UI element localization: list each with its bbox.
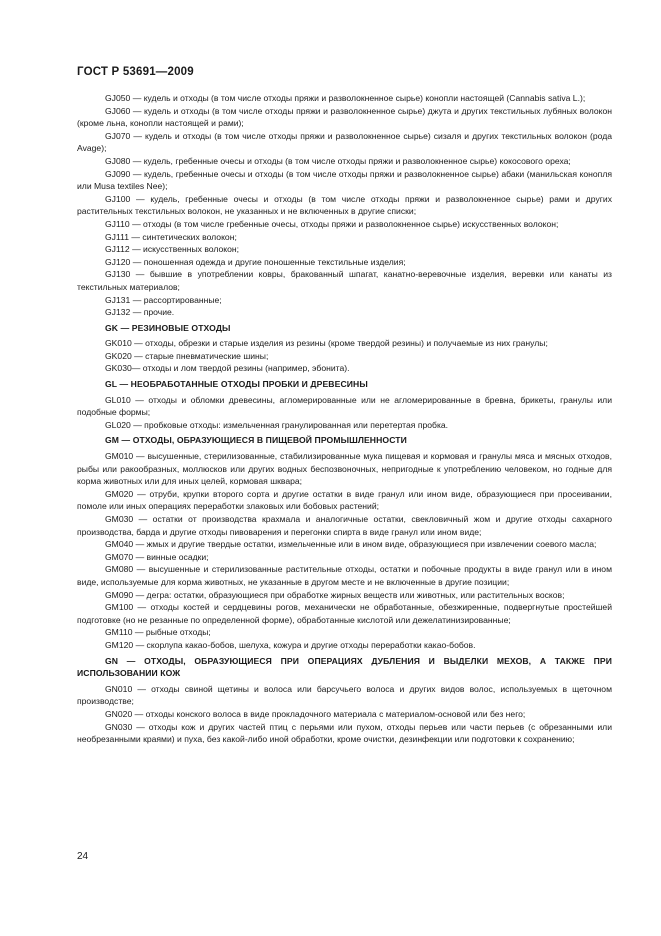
list-item: GJ131 — рассортированные;: [105, 294, 222, 305]
section-heading: GK — РЕЗИНОВЫЕ ОТХОДЫ: [105, 322, 231, 333]
list-item: GM070 — винные осадки;: [105, 551, 209, 562]
section-heading: GL — НЕОБРАБОТАННЫЕ ОТХОДЫ ПРОБКИ И ДРЕВЕСИНЫ: [105, 379, 368, 390]
list-item: GJ060 — кудель и отходы (в том числе отходы пряжи и разволокненное сырье) джута и других текстильных лубяных волокон (кроме льна, конопли настоящей и рами);: [77, 105, 612, 129]
list-item: GJ050 — кудель и отходы (в том числе отходы пряжи и разволокненное сырье) конопли настоящей (Cannabis sativa L.);: [105, 93, 586, 103]
list-item: GN030 — отходы кож и других частей птиц с перьями или пухом, отходы перьев или части перьев (с обрезанными или необрезанными краями) и пуха, без какой-либо иной обработки, кроме очистки, дезинфекции или подготовки к сохранению;: [77, 721, 612, 745]
list-item: GK030— отходы и лом твердой резины (например, эбонита).: [105, 363, 350, 374]
list-item: GN010 — отходы свиной щетины и волоса или барсучьего волоса и других видов волос, используемых в щеточном производстве;: [77, 683, 612, 707]
list-item: GM110 — рыбные отходы;: [105, 627, 211, 638]
document-header: ГОСТ Р 53691—2009: [77, 66, 194, 78]
list-item: GJ080 — кудель, гребенные очесы и отходы (в том числе отходы пряжи и разволокненное сырье) кокосового ореха;: [105, 155, 571, 166]
list-item: GM100 — отходы костей и сердцевины рогов, механически не обработанные, обезжиренные, подвергнутые простейшей подготовке (но не резанные по определенной форме), обработанные кислотой или дежелатинизированные;: [77, 602, 612, 625]
list-item: GK010 — отходы, обрезки и старые изделия из резины (кроме твердой резины) и получаемые из них гранулы;: [105, 338, 548, 349]
section-heading: GM — ОТХОДЫ, ОБРАЗУЮЩИЕСЯ В ПИЩЕВОЙ ПРОМЫШЛЕННОСТИ: [105, 435, 407, 446]
list-item: GJ130 — бывшие в употреблении ковры, бракованный шпагат, канатно-веревочные изделия, веревки или канаты из текстильных материалов;: [77, 269, 612, 292]
list-item: GJ111 — синтетических волокон;: [105, 231, 237, 242]
list-item: GK020 — старые пневматические шины;: [105, 350, 269, 361]
list-item: GM090 — дегра: остатки, образующиеся при обработке жирных веществ или животных, или растительных восков;: [105, 589, 565, 600]
list-item: GM040 — жмых и другие твердые остатки, измельченные или в ином виде, образующиеся при извлечении соевого масла;: [105, 539, 597, 550]
list-item: GL010 — отходы и обломки древесины, агломерированные или не агломерированные в бревна, брикеты, гранулы или подобные формы;: [77, 394, 612, 418]
list-item: GJ110 — отходы (в том числе гребенные очесы, отходы пряжи и разволокненное сырье) искусственных волокон;: [105, 218, 559, 229]
list-item: GJ120 — поношенная одежда и другие поношенные текстильные изделия;: [105, 256, 406, 267]
section-heading: GN — ОТХОДЫ, ОБРАЗУЮЩИЕСЯ ПРИ ОПЕРАЦИЯХ ДУБЛЕНИЯ И ВЫДЕЛКИ МЕХОВ, А ТАКЖЕ ПРИ ИСПОЛЬЗОВАНИИ КОЖ: [77, 655, 612, 679]
list-item: GM120 — скорлупа какао-бобов, шелуха, кожура и другие отходы переработки какао-бобов.: [105, 639, 476, 650]
list-item: GJ090 — кудель, гребенные очесы и отходы (в том числе отходы пряжи и разволокненное сырье) абаки (манильская конопля или Musa textiles Nee);: [77, 168, 612, 192]
list-item: GM020 — отруби, крупки второго сорта и другие остатки в виде гранул или ином виде, образующиеся при просеивании, помоле или иных операциях переработки злаковых или бобовых растений;: [77, 488, 612, 512]
list-item: GN020 — отходы конского волоса в виде прокладочного материала с материалом-основой или без него;: [105, 708, 526, 719]
document-body: [77, 92, 612, 746]
list-item: GJ132 — прочие.: [105, 307, 175, 318]
list-item: GJ100 — кудель, гребенные очесы и отходы (в том числе отходы пряжи и разволокненное сырье) рами и других растительных текстильных волокон, не указанных и не включенных в другие списки;: [77, 193, 612, 217]
list-item: GJ070 — кудель и отходы (в том числе отходы пряжи и разволокненное сырье) сизаля и других текстильных волокон (рода Avage);: [77, 130, 612, 154]
page-number: 24: [77, 851, 89, 862]
list-item: GM010 — высушенные, стерилизованные, стабилизированные мука пищевая и кормовая и гранулы мяса и мясных отходов, рыбы или ракообразных, моллюсков или других водных беспозвоночных, непригодные к употреблению человеком, но годные для корма животных или для иных целей, кормовая шквара;: [77, 451, 612, 487]
list-item: GL020 — пробковые отходы: измельченная гранулированная или перетертая пробка.: [105, 419, 449, 430]
list-item: GJ112 — искусственных волокон;: [105, 244, 240, 255]
list-item: GM080 — высушенные и стерилизованные растительные отходы, остатки и побочные продукты в виде гранул или в ином виде, используемые для корма животных, не указанные в другом месте и не включенные в другие позиции;: [77, 564, 612, 587]
list-item: GM030 — остатки от производства крахмала и аналогичные остатки, свекловичный жом и другие отходы сахарного производства, барда и другие отходы пивоварения и перегонки спирта в виде гранул или ином виде;: [77, 514, 612, 537]
